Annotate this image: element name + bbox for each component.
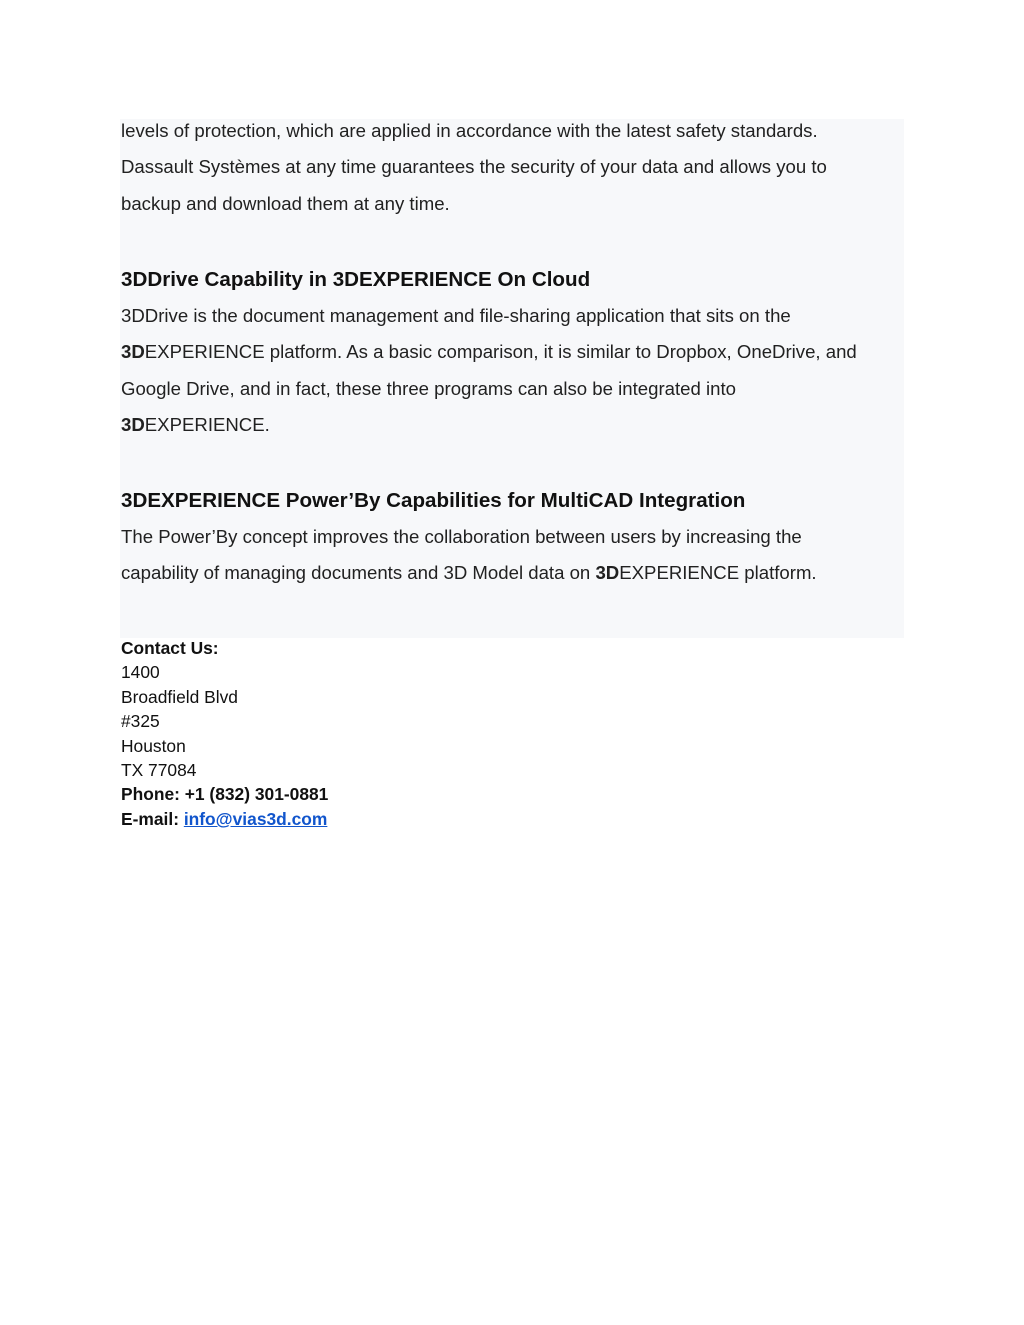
brand-3d: 3D bbox=[121, 341, 145, 363]
powerby-heading: 3DEXPERIENCE Power’By Capabilities for MultiCAD Integration bbox=[121, 489, 746, 512]
address-line: #325 bbox=[121, 711, 160, 732]
address-line: Houston bbox=[121, 735, 186, 756]
address-line: TX 77084 bbox=[121, 760, 197, 781]
brand-3d: 3D bbox=[121, 413, 145, 435]
intro-line: Dassault Systèmes at any time guarantees the security of your data and allows you to bbox=[121, 156, 827, 178]
intro-line: levels of protection, which are applied in accordance with the latest safety standards. bbox=[121, 120, 818, 141]
contact-block bbox=[121, 636, 328, 831]
email-label: E-mail: bbox=[121, 808, 184, 829]
contact-title: Contact Us: bbox=[121, 638, 219, 658]
intro-paragraph bbox=[121, 113, 827, 222]
powerby-line bbox=[121, 555, 817, 591]
3ddrive-line-text: EXPERIENCE platform. As a basic comparison, it is similar to Dropbox, OneDrive, and bbox=[144, 341, 857, 363]
3ddrive-line: 3DDrive is the document management and file-sharing application that sits on the bbox=[121, 305, 791, 326]
3ddrive-paragraph bbox=[121, 298, 857, 443]
powerby-line-text: EXPERIENCE platform. bbox=[619, 562, 817, 584]
powerby-paragraph bbox=[121, 519, 817, 592]
address-line: Broadfield Blvd bbox=[121, 686, 238, 707]
intro-line: backup and download them at any time. bbox=[121, 192, 450, 214]
3ddrive-line-text: EXPERIENCE. bbox=[144, 413, 270, 435]
phone-number: Phone: +1 (832) 301-0881 bbox=[121, 784, 329, 805]
brand-3d: 3D bbox=[595, 562, 620, 584]
email-link[interactable]: info@vias3d.com bbox=[183, 808, 328, 829]
address-line: 1400 bbox=[121, 662, 160, 683]
email-row bbox=[121, 807, 328, 831]
3ddrive-line bbox=[121, 334, 857, 370]
powerby-line: The Power’By concept improves the collaboration between users by increasing the bbox=[121, 526, 802, 547]
3ddrive-line: Google Drive, and in fact, these three programs can also be integrated into bbox=[121, 377, 736, 399]
3ddrive-line bbox=[121, 407, 857, 443]
powerby-line-text: capability of managing documents and 3D Model data on bbox=[121, 562, 596, 584]
3ddrive-heading: 3DDrive Capability in 3DEXPERIENCE On Cloud bbox=[121, 268, 591, 291]
